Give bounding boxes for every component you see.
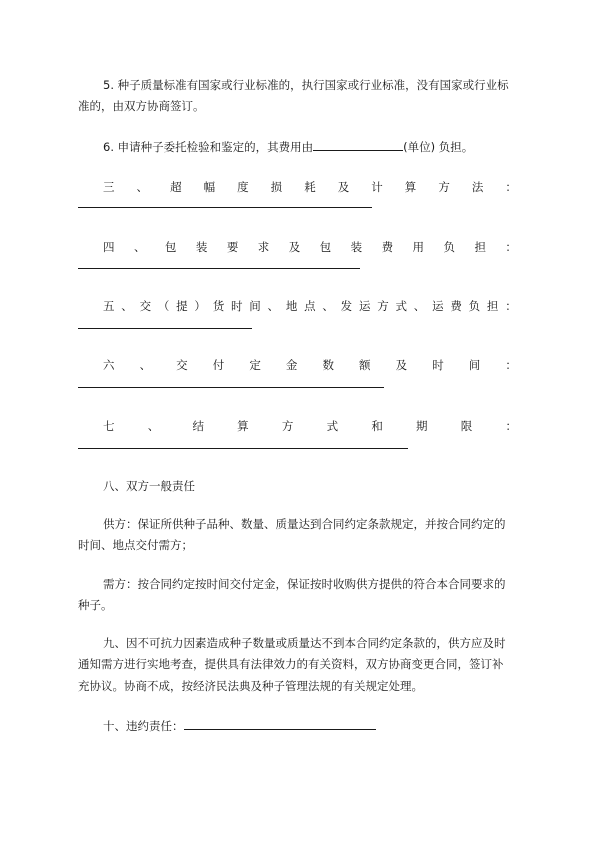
s6-char: 交 bbox=[176, 358, 188, 372]
section-6-heading bbox=[103, 358, 517, 372]
s4-char: ： bbox=[505, 240, 517, 254]
s5-char: 间 bbox=[249, 299, 261, 313]
clause-6-text: 6. 申请种子委托检验和鉴定的，其费用由 bbox=[103, 140, 314, 154]
s5-char: 、 bbox=[267, 299, 280, 313]
s6-char: 付 bbox=[212, 358, 225, 372]
section-3-blank[interactable] bbox=[78, 207, 372, 208]
s5-char: 式 bbox=[395, 299, 407, 313]
section-5-blank[interactable] bbox=[78, 328, 252, 329]
clause-6-suffix: (单位) 负担。 bbox=[403, 140, 474, 154]
s6-char: 额 bbox=[359, 358, 371, 372]
s5-char: 负 bbox=[468, 299, 481, 313]
clause-9-line-1: 九、因不可抗力因素造成种子数量或质量达不到本合同约定条款的，供方应及时 bbox=[103, 636, 506, 650]
s7-char: 期 bbox=[416, 419, 428, 433]
buyer-duty-line-2: 种子。 bbox=[78, 598, 113, 612]
s4-char: 四 bbox=[103, 240, 115, 254]
s3-char: 计 bbox=[371, 180, 383, 194]
s7-char: ： bbox=[505, 419, 517, 433]
s5-char: 货 bbox=[212, 299, 225, 313]
s5-char: 、 bbox=[322, 299, 334, 313]
s5-char: 费 bbox=[450, 299, 462, 313]
s4-char: 负 bbox=[443, 240, 455, 254]
clause-9-line-3: 充协议。协商不成，按经济民法典及种子管理法规的有关规定处理。 bbox=[78, 679, 423, 693]
s7-char: 七 bbox=[103, 419, 115, 433]
s7-char: 算 bbox=[237, 419, 249, 433]
s7-char: 结 bbox=[192, 419, 204, 433]
s5-char: 地 bbox=[285, 299, 298, 313]
s5-char: 方 bbox=[377, 299, 389, 313]
s3-char: 及 bbox=[337, 180, 350, 194]
s4-char: 、 bbox=[133, 240, 146, 254]
s5-char: ） bbox=[194, 299, 206, 313]
s5-char: 五 bbox=[103, 299, 115, 313]
s5-char: 运 bbox=[432, 299, 444, 313]
section-3-heading bbox=[103, 180, 517, 194]
s6-char: 、 bbox=[139, 358, 152, 372]
s3-char: 耗 bbox=[304, 180, 316, 194]
s6-char: 及 bbox=[395, 358, 408, 372]
s4-char: 要 bbox=[226, 240, 239, 254]
section-4-heading bbox=[103, 240, 517, 254]
s4-char: 包 bbox=[319, 240, 332, 254]
s3-char: 三 bbox=[103, 180, 115, 194]
s6-char: 间 bbox=[468, 358, 481, 372]
s4-char: 担 bbox=[474, 240, 486, 254]
s3-char: 算 bbox=[404, 180, 417, 194]
s5-char: 点 bbox=[304, 299, 316, 313]
section-7-heading bbox=[103, 419, 517, 433]
payer-blank[interactable] bbox=[313, 139, 403, 151]
s7-char: 方 bbox=[281, 419, 294, 433]
section-4-blank[interactable] bbox=[78, 268, 360, 269]
s4-char: 及 bbox=[288, 240, 301, 254]
s7-char: 和 bbox=[371, 419, 383, 433]
s5-char: ： bbox=[505, 299, 517, 313]
s5-char: （ bbox=[157, 299, 170, 313]
s6-char: 时 bbox=[432, 358, 444, 372]
clause-6 bbox=[103, 139, 473, 154]
s3-char: ： bbox=[505, 180, 517, 194]
breach-blank[interactable] bbox=[184, 718, 376, 730]
s4-char: 装 bbox=[195, 240, 208, 254]
s4-char: 包 bbox=[164, 240, 177, 254]
s3-char: 损 bbox=[270, 180, 283, 194]
s6-char: 数 bbox=[322, 358, 334, 372]
s5-char: 运 bbox=[358, 299, 371, 313]
section-6-blank[interactable] bbox=[78, 387, 384, 388]
s5-char: 发 bbox=[340, 299, 353, 313]
s3-char: 、 bbox=[136, 180, 149, 194]
s4-char: 费 bbox=[381, 240, 394, 254]
s5-char: 、 bbox=[121, 299, 133, 313]
s6-char: 定 bbox=[249, 358, 261, 372]
s5-char: 交 bbox=[139, 299, 152, 313]
s3-char: 幅 bbox=[203, 180, 216, 194]
s6-char: 金 bbox=[285, 358, 298, 372]
s5-char: 时 bbox=[230, 299, 243, 313]
s7-char: 限 bbox=[460, 419, 473, 433]
supplier-duty-line-2: 时间、地点交付需方； bbox=[78, 538, 193, 552]
clause-10 bbox=[103, 718, 376, 733]
s3-char: 方 bbox=[438, 180, 450, 194]
s5-char: 担 bbox=[486, 299, 499, 313]
s7-char: 、 bbox=[147, 419, 160, 433]
section-8-title: 八、双方一般责任 bbox=[103, 479, 195, 493]
buyer-duty-line-1: 需方：按合同约定按时间交付定金，保证按时收购供方提供的符合本合同要求的 bbox=[103, 577, 506, 591]
clause-5-line-2: 准的，由双方协商签订。 bbox=[78, 99, 205, 113]
s6-char: ： bbox=[505, 358, 517, 372]
s4-char: 装 bbox=[350, 240, 363, 254]
s4-char: 求 bbox=[257, 240, 270, 254]
s5-char: 、 bbox=[413, 299, 426, 313]
s4-char: 用 bbox=[412, 240, 425, 254]
clause-5-line-1: 5. 种子质量标准有国家或行业标准的，执行国家或行业标准，没有国家或行业标 bbox=[103, 78, 509, 92]
s3-char: 超 bbox=[170, 180, 182, 194]
s3-char: 法 bbox=[471, 180, 484, 194]
s6-char: 六 bbox=[103, 358, 115, 372]
clause-10-label: 十、违约责任： bbox=[103, 719, 184, 733]
s3-char: 度 bbox=[237, 180, 249, 194]
section-5-heading bbox=[103, 299, 517, 313]
supplier-duty-line-1: 供方：保证所供种子品种、数量、质量达到合同约定条款规定，并按合同约定的 bbox=[103, 517, 506, 531]
s5-char: 提 bbox=[176, 299, 188, 313]
clause-9-line-2: 通知需方进行实地考查，提供具有法律效力的有关资料，双方协商变更合同，签订补 bbox=[78, 657, 504, 671]
s7-char: 式 bbox=[326, 419, 339, 433]
section-7-blank[interactable] bbox=[78, 448, 408, 449]
